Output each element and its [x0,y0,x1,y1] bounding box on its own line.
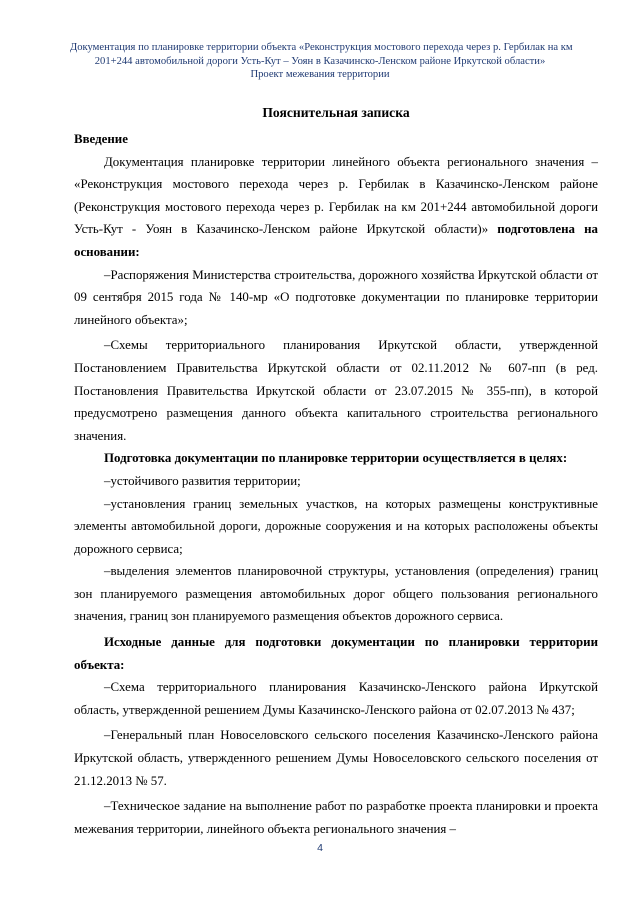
basis-item-2: –Схемы территориального планирования Иркутской области, утвержденной Постановлением Правительства Иркутской области от 02.11.2012 № 607-пп (в ред. Постановления Правительства Иркутской области от 23.07.2015 № 355-пп), в которой предусмотрено размещения данного объекта капитального строительства регионального значения. [74,338,598,443]
page-number: 4 [317,842,323,854]
header-line-2: 201+244 автомобильной дороги Усть-Кут – Уоян в Казачинско-Ленском районе Иркутской области» [94,55,546,67]
goal-item-1: –устойчивого развития территории; [104,473,301,488]
intro-bold-text: подготовлена на основании: [74,222,598,259]
intro-paragraph [74,151,598,264]
source-item-1: –Схема территориального планирования Казачинско-Ленского района Иркутской область, утвержденной решением Думы Казачинско-Ленского района от 02.07.2013 № 437; [74,680,598,717]
goals-heading: Подготовка документации по планировке территории осуществляется в целях: [104,451,568,466]
header-line-3: Проект межевания территории [250,69,390,80]
goal-item-2: –установления границ земельных участков, на которых размещены конструктивные элементы автомобильной дороги, дорожные сооружения и на которых расположены объекты дорожного сервиса; [74,496,598,556]
document-body [74,128,598,840]
basis-item-1: –Распоряжения Министерства строительства, дорожного хозяйства Иркутской области от 09 сентября 2015 года № 140-мр «О подготовке документации по планировке территории линейного объекта»; [74,267,598,327]
source-heading: Исходные данные для подготовки документации по планировки территории объекта: [74,635,598,672]
source-item-2: –Генеральный план Новоселовского сельского поселения Казачинско-Ленского района Иркутской область, утвержденного решением Думы Новоселовского сельского поселения от 21.12.2013 № 57. [74,728,598,788]
header-line-1: Документация по планировке территории объекта «Реконструкция мостового перехода через р. Гербилак на км [70,42,573,53]
intro-text: Документация планировке территории линейного объекта регионального значения – «Реконструкция мостового перехода через р. Гербилак в Казачинско-Ленском районе (Реконструкция мостового перехода через р. Гербилак на км 201+244 автомобильной дороги Усть-Кут - Уоян в Казачинско-Ленском районе Иркутской области)» [74,154,598,237]
source-item-3: –Техническое задание на выполнение работ по разработке проекта планировки и проекта межевания территории, линейного объекта регионального значения – [74,799,598,836]
document-title: Пояснительная записка [262,105,410,120]
intro-heading: Введение [74,132,128,146]
goal-item-3: –выделения элементов планировочной структуры, установления (определения) границ зон планируемого размещения автомобильных дорог общего пользования регионального значения, границ зон планируемого размещения объектов дорожного сервиса. [74,564,598,624]
running-header [70,41,573,82]
